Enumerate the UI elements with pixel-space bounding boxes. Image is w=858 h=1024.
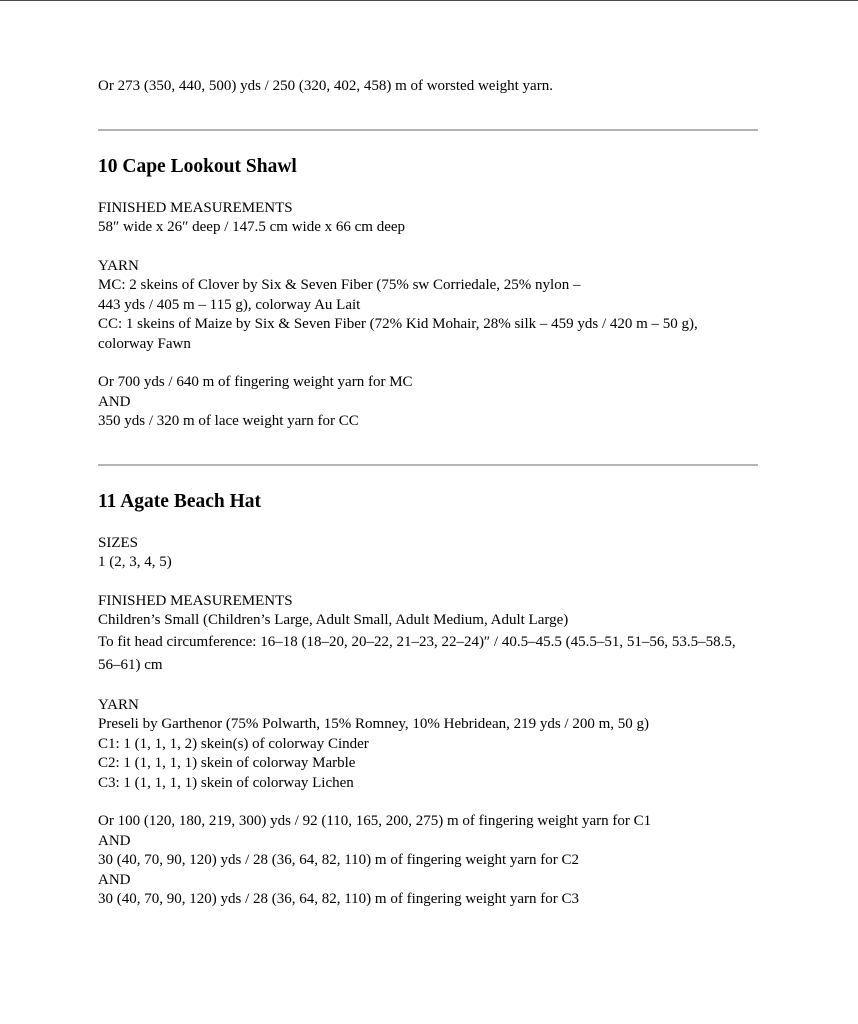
section-cape-lookout-shawl	[98, 155, 758, 432]
alt-line: 30 (40, 70, 90, 120) yds / 28 (36, 64, 82, 110) m of fingering weight yarn for C3	[98, 891, 580, 907]
yarn-alternatives-block	[98, 812, 758, 910]
section-divider	[98, 464, 758, 466]
measurements-line: To fit head circumference: 16–18 (18–20, 20–22, 21–23, 22–24)″ / 40.5–45.5 (45.5–51, 51–56, 53.5–58.5, 56–61) cm	[98, 633, 736, 673]
yarn-heading: YARN	[98, 257, 139, 274]
section-divider	[98, 129, 758, 131]
yarn-block	[98, 257, 758, 355]
yarn-line: C2: 1 (1, 1, 1, 1) skein of colorway Marble	[98, 755, 356, 771]
sizes-heading: SIZES	[98, 534, 139, 551]
yarn-block	[98, 696, 758, 794]
yarn-alternatives-block	[98, 373, 758, 432]
section-agate-beach-hat	[98, 490, 758, 910]
section-title: 11 Agate Beach Hat	[98, 490, 262, 512]
alt-line: Or 700 yds / 640 m of fingering weight yarn for MC	[98, 374, 413, 390]
yarn-line: MC: 2 skeins of Clover by Six & Seven Fiber (75% sw Corriedale, 25% nylon –	[98, 277, 581, 293]
yarn-line: CC: 1 skeins of Maize by Six & Seven Fiber (72% Kid Mohair, 28% silk – 459 yds / 420 m – 50 g),	[98, 316, 698, 332]
sizes-block	[98, 534, 758, 573]
measurements-heading: FINISHED MEASUREMENTS	[98, 592, 293, 609]
finished-measurements-block	[98, 199, 758, 238]
finished-measurements-block	[98, 592, 758, 677]
alt-line: AND	[98, 871, 131, 888]
alt-line: 350 yds / 320 m of lace weight yarn for CC	[98, 413, 359, 429]
yarn-heading: YARN	[98, 696, 139, 713]
sizes-value: 1 (2, 3, 4, 5)	[98, 554, 172, 570]
alt-line: AND	[98, 832, 131, 849]
yarn-line: colorway Fawn	[98, 335, 191, 352]
measurements-line: Children’s Small (Children’s Large, Adult Small, Adult Medium, Adult Large)	[98, 612, 569, 628]
top-border	[0, 0, 858, 1]
yarn-line: C3: 1 (1, 1, 1, 1) skein of colorway Lichen	[98, 774, 354, 791]
measurements-value: 58″ wide x 26″ deep / 147.5 cm wide x 66 cm deep	[98, 219, 406, 235]
alt-line: 30 (40, 70, 90, 120) yds / 28 (36, 64, 82, 110) m of fingering weight yarn for C2	[98, 852, 580, 868]
yarn-line: 443 yds / 405 m – 115 g), colorway Au Lait	[98, 296, 361, 313]
yarn-line: Preseli by Garthenor (75% Polwarth, 15% Romney, 10% Hebridean, 219 yds / 200 m, 50 g)	[98, 716, 650, 732]
document-page	[98, 77, 758, 910]
alt-line: Or 100 (120, 180, 219, 300) yds / 92 (110, 165, 200, 275) m of fingering weight yarn for C1	[98, 813, 652, 829]
yarn-line: C1: 1 (1, 1, 1, 2) skein(s) of colorway Cinder	[98, 735, 369, 752]
alt-line: AND	[98, 393, 131, 410]
measurements-heading: FINISHED MEASUREMENTS	[98, 199, 293, 216]
section-title: 10 Cape Lookout Shawl	[98, 155, 297, 177]
intro-yarn-alternative: Or 273 (350, 440, 500) yds / 250 (320, 402, 458) m of worsted weight yarn.	[98, 78, 553, 94]
